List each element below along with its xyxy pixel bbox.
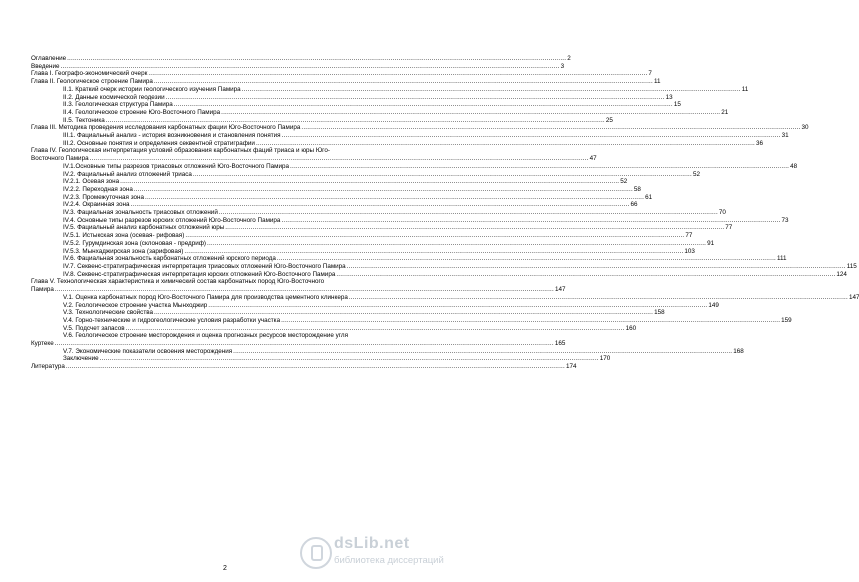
toc-entry-page: 21	[721, 108, 729, 116]
toc-leader-dots	[219, 209, 718, 217]
toc-entry-page: 7	[648, 70, 652, 78]
toc-entry-page: 2	[567, 55, 571, 62]
toc-entry-page: 111	[776, 255, 787, 263]
toc-leader-dots	[221, 109, 720, 117]
toc-entry-page: 73	[781, 216, 789, 224]
page-number: 2	[223, 565, 227, 572]
toc-entry-page: 25	[605, 116, 613, 124]
toc-entry-title: Глава IV. Геологическая интерпретация условий образования карбонатных фаций триаса и юры Юго-	[31, 147, 330, 155]
toc-entry[interactable]	[31, 132, 789, 140]
toc-entry-page: 103	[684, 247, 695, 255]
toc-entry-title: III.1. Фациальный анализ - история возникновения и становления понятия	[63, 132, 281, 140]
toc-entry-page: 11	[653, 78, 661, 86]
toc-leader-dots	[290, 163, 789, 171]
watermark	[300, 535, 445, 571]
toc-entry-title: Оглавление	[31, 55, 67, 62]
toc-entry-title: V.4. Горно-технические и гидрогеологические условия разработки участка	[63, 316, 281, 324]
toc-leader-dots	[336, 271, 835, 279]
toc-leader-dots	[66, 363, 565, 371]
watermark-subtitle: библиотека диссертаций	[334, 555, 444, 566]
toc-leader-dots	[100, 355, 599, 363]
toc-entry-continuation: Куртеке	[31, 340, 54, 348]
toc-entry-page: 61	[645, 193, 653, 201]
toc-entry-page: 149	[708, 301, 719, 309]
toc-entry-page: 30	[801, 124, 809, 132]
toc-leader-dots	[225, 224, 724, 232]
watermark-name: dsLib.net	[334, 535, 410, 552]
toc-leader-dots	[130, 201, 629, 209]
toc-entry-page: 47	[589, 155, 597, 163]
toc-entry-title: V.3. Технологические свойства	[63, 309, 153, 317]
toc-entry-page: 48	[790, 162, 798, 170]
toc-entry-page: 165	[554, 340, 566, 348]
toc-leader-dots	[281, 317, 780, 325]
toc-entry[interactable]	[31, 193, 653, 202]
toc-entry[interactable]	[31, 293, 859, 302]
toc-entry-title: IV.5.3. Мынхаджирская зона (зарифовая)	[63, 247, 184, 255]
toc-entry-title: IV.3. Фациальная зональность триасовых отложений	[63, 209, 218, 217]
dslib-logo-icon	[300, 537, 332, 569]
toc-entry-page: 11	[741, 85, 749, 93]
toc-entry-page: 70	[718, 209, 726, 217]
toc-entry[interactable]	[31, 124, 809, 132]
toc-leader-dots	[208, 302, 707, 310]
toc-leader-dots	[282, 132, 781, 140]
toc-entry-title: IV.6. Фациальная зональность карбонатных отложений юрского периода	[63, 255, 276, 263]
toc-entry-title: V.6. Геологическое строение месторождения и оценка прогнозных ресурсов месторождение угля	[63, 332, 348, 340]
toc-entry[interactable]	[31, 93, 673, 102]
toc-leader-dots	[277, 255, 776, 263]
toc-entry-title: V.2. Геологическое строение участка Мынходжир	[63, 301, 208, 309]
toc-entry[interactable]	[31, 170, 700, 179]
toc-leader-dots	[256, 140, 755, 148]
toc-entry-continuation: Восточного Памира	[31, 155, 89, 163]
toc-entry[interactable]	[31, 239, 715, 248]
toc-entry-page: 147	[554, 286, 566, 294]
toc-entry[interactable]	[31, 355, 611, 363]
toc-leader-dots	[67, 55, 566, 63]
toc-entry[interactable]	[31, 155, 597, 163]
toc-leader-dots	[174, 101, 673, 109]
toc-entry-title: Заключение	[63, 355, 99, 363]
toc-entry-title: IV.5.2. Гурумдинская зона (склоновая - предриф)	[63, 239, 207, 247]
toc-entry-title: IV.5.1. Истыкская зона (осевая- рифовая)	[63, 232, 185, 240]
toc-entry-page: 13	[665, 93, 673, 101]
toc-entry[interactable]	[31, 255, 787, 263]
toc-leader-dots	[126, 325, 625, 333]
toc-entry-title: IV.2.1. Осевая зона	[63, 178, 120, 186]
toc-entry[interactable]	[31, 224, 733, 232]
toc-entry-page: 147	[848, 293, 859, 301]
toc-entry[interactable]	[31, 309, 665, 317]
toc-leader-dots	[347, 263, 846, 271]
toc-entry-page: 115	[846, 262, 857, 270]
toc-entry-page: 15	[673, 101, 681, 109]
toc-entry[interactable]	[31, 347, 744, 356]
toc-entry[interactable]	[31, 209, 726, 217]
toc-entry[interactable]	[31, 101, 681, 109]
toc-entry-page: 168	[733, 347, 744, 355]
toc-entry-title: IV.2.4. Окраинная зона	[63, 201, 130, 209]
toc-entry-page: 158	[654, 309, 665, 317]
toc-entry-title: Введение	[31, 62, 60, 70]
toc-entry-page: 52	[692, 170, 700, 178]
toc-leader-dots	[207, 240, 706, 248]
toc-leader-dots	[154, 78, 653, 86]
toc-leader-dots	[134, 186, 633, 194]
toc-entry-title: IV.5. Фациальный анализ карбонатных отложений юры	[63, 224, 225, 232]
toc-entry[interactable]	[31, 232, 693, 240]
toc-entry[interactable]	[31, 108, 729, 117]
toc-leader-dots	[55, 340, 554, 348]
toc-leader-dots	[349, 294, 848, 302]
toc-entry[interactable]	[31, 162, 798, 171]
toc-entry[interactable]	[31, 70, 652, 78]
toc-entry-page: 160	[625, 324, 637, 332]
toc-leader-dots	[55, 286, 554, 294]
toc-leader-dots	[120, 178, 619, 186]
toc-leader-dots	[145, 194, 644, 202]
toc-leader-dots	[185, 232, 684, 240]
toc-entry-title: II.5. Тектоника	[63, 116, 105, 124]
toc-entry[interactable]	[31, 185, 641, 194]
table-of-contents	[31, 55, 859, 371]
toc-entry-page: 66	[630, 201, 638, 209]
toc-entry[interactable]	[31, 178, 628, 186]
toc-entry-title: IV.2.2. Переходная зона	[63, 185, 133, 193]
toc-entry[interactable]	[31, 316, 792, 325]
toc-leader-dots	[233, 348, 732, 356]
toc-entry-title: II.1. Краткий очерк истории геологического изучения Памира	[63, 85, 241, 93]
toc-leader-dots	[90, 155, 589, 163]
toc-entry-title: III.2. Основные понятия и определения секвентной стратиграфии	[63, 139, 255, 147]
toc-leader-dots	[281, 217, 780, 225]
toc-entry-page: 170	[599, 355, 611, 363]
toc-entry[interactable]	[31, 340, 566, 348]
toc-entry-continuation: Памира	[31, 286, 54, 294]
toc-entry-page: 77	[685, 232, 693, 240]
toc-leader-dots	[242, 86, 741, 94]
toc-entry-page: 159	[781, 316, 792, 324]
toc-entry-page: 174	[565, 363, 577, 371]
toc-entry-page: 77	[725, 224, 733, 232]
toc-entry-page: 91	[707, 239, 715, 247]
toc-entry-page: 36	[756, 139, 764, 147]
toc-entry-title: V.5. Подсчет запасов	[63, 324, 125, 332]
toc-leader-dots	[148, 70, 647, 78]
toc-entry[interactable]	[31, 363, 577, 371]
toc-entry-title: Глава I. Географо-экономический очерк	[31, 70, 148, 78]
toc-entry-title: II.4. Геологическое строение Юго-Восточного Памира	[63, 108, 221, 116]
toc-entry-page: 58	[633, 185, 641, 193]
toc-entry-title: IV.2.3. Промежуточная зона	[63, 193, 144, 201]
toc-entry-page: 52	[620, 178, 628, 186]
toc-entry[interactable]	[31, 286, 566, 294]
toc-entry-page: 31	[781, 132, 789, 140]
toc-entry-title: Глава III. Методика проведения исследования карбонатных фации Юго-Восточного Памира	[31, 124, 301, 132]
toc-entry-title: V.1. Оценка карбонатных пород Юго-Восточного Памира для производства цементного клинкера	[63, 293, 348, 301]
toc-entry[interactable]	[31, 324, 637, 333]
toc-entry-title: IV.4. Основные типы разрезов юрских отложений Юго-Восточного Памира	[63, 216, 281, 224]
toc-entry-page: 3	[560, 62, 565, 70]
toc-leader-dots	[193, 171, 692, 179]
toc-entry-title: Глава V. Технологическая характеристика и химический состав карбонатных пород Юго-Восточного	[31, 278, 325, 286]
toc-entry-title: Литература	[31, 363, 65, 371]
toc-entry-title: IV.7. Секвенс-стратиграфическая интерпретация триасовых отложений Юго-Восточного Памира	[63, 262, 346, 270]
toc-entry[interactable]	[31, 262, 857, 271]
toc-leader-dots	[166, 94, 665, 102]
toc-entry-title: IV.1.Основные типы разрезов триасовых отложений Юго-Восточного Памира	[63, 162, 290, 170]
toc-entry-title: V.7. Экономические показатели освоения месторождения	[63, 347, 233, 355]
toc-entry-title: II.2. Данные космической геодезии	[63, 93, 165, 101]
toc-entry-title: Глава II. Геологическое строение Памира	[31, 78, 153, 86]
toc-leader-dots	[301, 124, 800, 132]
toc-entry[interactable]	[31, 55, 571, 63]
toc-entry[interactable]	[31, 85, 749, 94]
toc-entry-page: 124	[836, 270, 847, 278]
toc-entry-title: IV.8. Секвенс-стратиграфическая интерпретация юрских отложений Юго-Восточного Памира	[63, 270, 336, 278]
toc-entry[interactable]	[31, 201, 638, 209]
toc-leader-dots	[154, 309, 653, 317]
toc-entry-title: IV.2. Фациальный анализ отложений триаса	[63, 170, 192, 178]
toc-entry[interactable]	[31, 78, 661, 86]
toc-entry-title: II.3. Геологическая структура Памира	[63, 101, 173, 109]
